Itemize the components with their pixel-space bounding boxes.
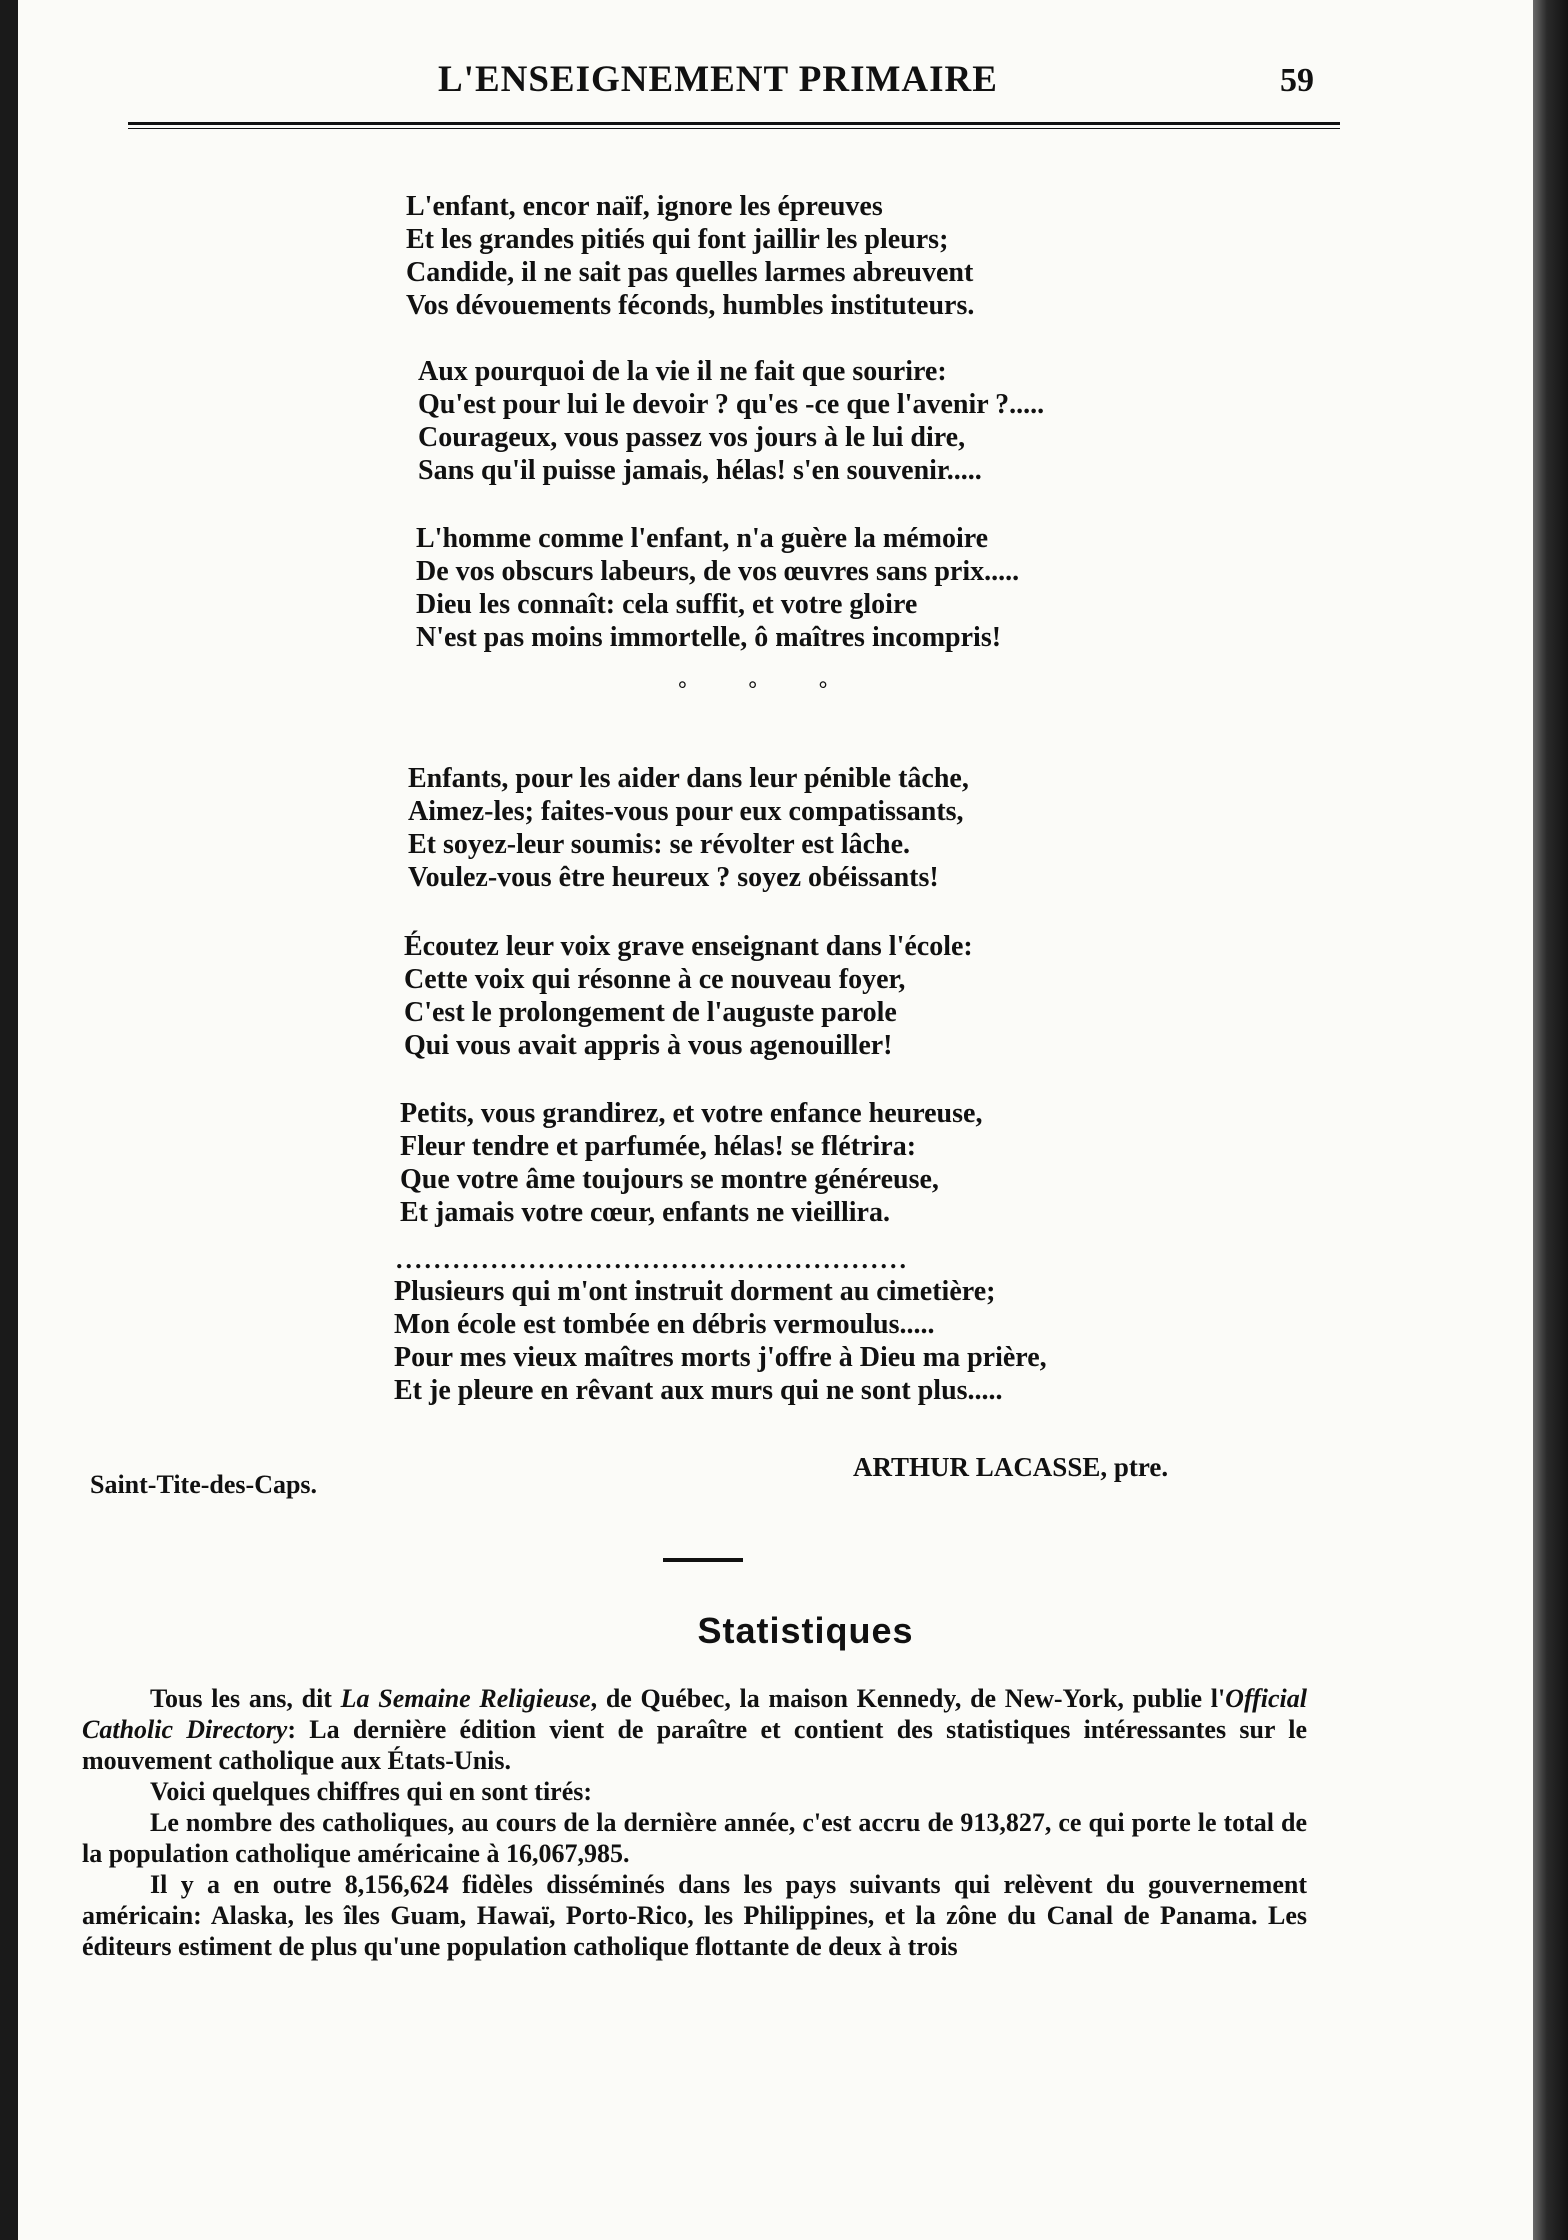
text-run: : La dernière édition vient de paraître et contient des statistiques intéressantes sur le mouvement catholique aux États-Unis. — [82, 1715, 1308, 1775]
section-title: Statistiques — [697, 1610, 914, 1651]
poem-line: C'est le prolongement de l'auguste parole — [404, 997, 897, 1028]
paragraph: Voici quelques chiffres qui en sont tirés: — [150, 1777, 593, 1806]
poem-line: Écoutez leur voix grave enseignant dans l'école: — [404, 931, 973, 962]
publication-name: La Semaine Religieuse — [340, 1684, 591, 1713]
paragraph: Il y a en outre 8,156,624 fidèles disséminés dans les pays suivants qui relèvent du gouvernement américain: Alaska, les îles Guam, Hawaï, Porto-Rico, les Philippines, et la zône du Canal de Panama. Les éditeurs estiment de plus qu'une population catholique flottante de deux à trois — [82, 1870, 1307, 1961]
stanza-7 — [394, 1275, 1047, 1407]
poem-line: Et soyez-leur soumis: se révolter est lâche. — [408, 829, 911, 860]
poem-line: Aux pourquoi de la vie il ne fait que sourire: — [418, 356, 947, 387]
poem-line: L'homme comme l'enfant, n'a guère la mémoire — [416, 523, 989, 554]
poem-line: Plusieurs qui m'ont instruit dorment au cimetière; — [394, 1276, 996, 1307]
poem-line: Fleur tendre et parfumée, hélas! se flétrira: — [400, 1131, 917, 1162]
poem-line: De vos obscurs labeurs, de vos œuvres sans prix..... — [416, 556, 1020, 587]
paragraph — [82, 1683, 1307, 1776]
stanza-5 — [404, 930, 973, 1062]
header-rule — [128, 122, 1340, 129]
poem-line: Que votre âme toujours se montre généreuse, — [400, 1164, 939, 1195]
poem-line: Cette voix qui résonne à ce nouveau foyer, — [404, 964, 906, 995]
dotted-separator: ...................................................... — [396, 1245, 909, 1274]
stanza-2 — [418, 355, 1044, 487]
section-divider — [663, 1558, 743, 1562]
poem-line: Enfants, pour les aider dans leur pénible tâche, — [408, 763, 969, 794]
poem-line: Courageux, vous passez vos jours à le lui dire, — [418, 422, 966, 453]
poem-line: Et je pleure en rêvant aux murs qui ne sont plus..... — [394, 1375, 1003, 1406]
text-run: Tous les ans, dit — [150, 1684, 341, 1713]
poem-line: Qui vous avait appris à vous agenouiller! — [404, 1030, 893, 1061]
stanza-4 — [408, 762, 969, 894]
stanza-6 — [400, 1097, 982, 1229]
page — [18, 0, 1533, 2240]
publication-name: Official Catholic Directory — [82, 1684, 1308, 1744]
poem-line: Et jamais votre cœur, enfants ne vieillira. — [400, 1197, 890, 1228]
poem-line: Et les grandes pitiés qui font jaillir les pleurs; — [406, 224, 949, 255]
signature-place: Saint-Tite-des-Caps. — [90, 1470, 318, 1499]
page-number: 59 — [1280, 62, 1314, 99]
poem-line: Candide, il ne sait pas quelles larmes abreuvent — [406, 257, 974, 288]
running-title: L'ENSEIGNEMENT PRIMAIRE — [438, 59, 998, 100]
poem-line: Petits, vous grandirez, et votre enfance heureuse, — [400, 1098, 983, 1129]
stanza-3 — [416, 522, 1019, 654]
poem-line: Mon école est tombée en débris vermoulus..... — [394, 1309, 935, 1340]
poem-line: Dieu les connaît: cela suffit, et votre gloire — [416, 589, 918, 620]
poem-line: Qu'est pour lui le devoir ? qu'es -ce que l'avenir ?..... — [418, 389, 1045, 420]
article-body — [82, 1683, 1307, 1962]
poem-line: Aimez-les; faites-vous pour eux compatissants, — [408, 796, 964, 827]
section-ornament: ° ° ° — [678, 676, 856, 701]
poem-line: Sans qu'il puisse jamais, hélas! s'en souvenir..... — [418, 455, 982, 486]
stanza-1 — [406, 190, 974, 322]
poem-line: Vos dévouements féconds, humbles instituteurs. — [406, 290, 975, 321]
paragraph: Le nombre des catholiques, au cours de la dernière année, c'est accru de 913,827, ce qui porte le total de la population catholique américaine à 16,067,985. — [82, 1808, 1307, 1868]
poem-line: L'enfant, encor naïf, ignore les épreuves — [406, 191, 883, 222]
poem-line: Voulez-vous être heureux ? soyez obéissants! — [408, 862, 939, 893]
text-run: , de Québec, la maison Kennedy, de New-York, publie l' — [590, 1684, 1226, 1713]
scan-edge — [1533, 0, 1568, 2240]
page-header — [18, 58, 1533, 108]
signature-author: ARTHUR LACASSE, ptre. — [853, 1452, 1169, 1482]
poem-line: N'est pas moins immortelle, ô maîtres incompris! — [416, 622, 1002, 653]
poem-line: Pour mes vieux maîtres morts j'offre à Dieu ma prière, — [394, 1342, 1047, 1373]
